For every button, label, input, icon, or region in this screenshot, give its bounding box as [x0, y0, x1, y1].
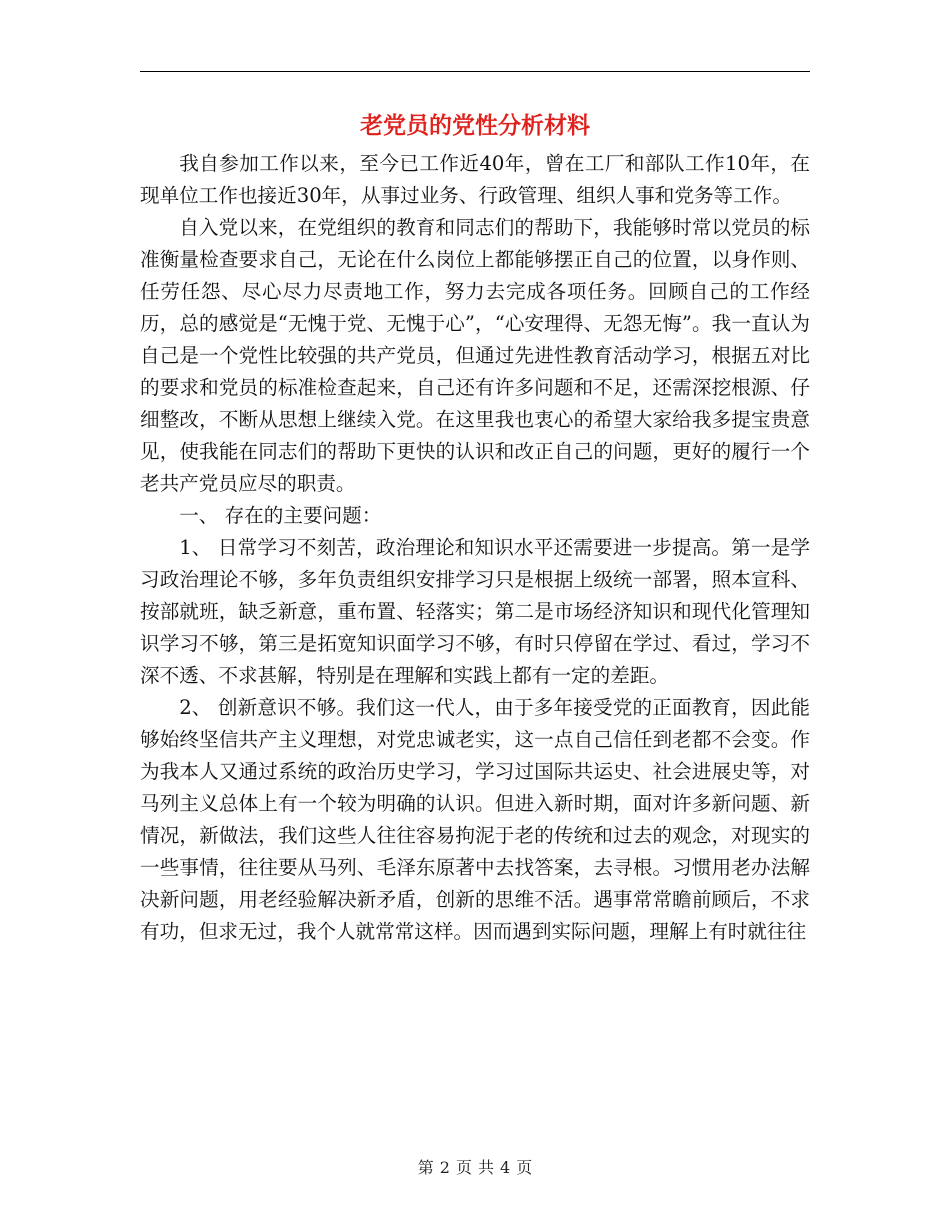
paragraph-intro: 我自参加工作以来，至今已工作近40年，曾在工厂和部队工作10年，在现单位工作也接近30年，从事过业务、行政管理、组织人事和党务等工作。 — [140, 152, 810, 207]
paragraph-problem-2: 2、 创新意识不够。我们这一代人，由于多年接受党的正面教育，因此能够始终坚信共产主义理想，对党忠诚老实，这一点自己信任到老都不会变。作为我本人又通过系统的政治历史学习，学习过国际共运史、社会进展史等，对马列主义总体上有一个较为明确的认识。但进入新时期，面对许多新问题、新情况，新做法，我们这些人往往容易拘泥于老的传统和过去的观念，对现实的一些事情，往往要从马列、毛泽东原著中去找答案，去寻根。习惯用老办法解决新问题，用老经验解决新矛盾，创新的思维不活。遇事常常瞻前顾后，不求有功，但求无过，我个人就常常这样。因而遇到实际问题，理解上有时就往往 — [140, 696, 810, 943]
footer-page-number: 2 — [439, 1158, 450, 1177]
footer-prefix: 第 — [417, 1158, 434, 1177]
footer-total-pages: 4 — [500, 1158, 511, 1177]
header-rule — [140, 71, 810, 72]
document-title: 老党员的党性分析材料 — [360, 112, 590, 139]
paragraph-problem-1: 1、 日常学习不刻苦，政治理论和知识水平还需要进一步提高。第一是学习政治理论不够，多年负责组织安排学习只是根据上级统一部署，照本宣科、按部就班，缺乏新意，重布置、轻落实；第二是市场经济知识和现代化管理知识学习不够，第三是拓宽知识面学习不够，有时只停留在学过、看过，学习不深不透、不求甚解，特别是在理解和实践上都有一定的差距。 — [140, 536, 810, 687]
section-heading-main-problems: 一、 存在的主要问题： — [179, 504, 382, 527]
paragraph-self-review: 自入党以来，在党组织的教育和同志们的帮助下，我能够时常以党员的标准衡量检查要求自己，无论在什么岗位上都能够摆正自己的位置，以身作则、任劳任怨、尽心尽力尽责地工作，努力去完成各项任务。回顾自己的工作经历，总的感觉是“无愧于党、无愧于心”，“心安理得、无怨无悔”。我一直认为自己是一个党性比较强的共产党员，但通过先进性教育活动学习，根据五对比的要求和党员的标准检查起来，自己还有许多问题和不足，还需深挖根源、仔细整改，不断从思想上继续入党。在这里我也衷心的希望大家给我多提宝贵意见，使我能在同志们的帮助下更快的认识和改正自己的问题，更好的履行一个老共产党员应尽的职责。 — [140, 216, 810, 495]
footer-page-unit: 页 — [455, 1158, 472, 1177]
page-footer — [0, 1155, 950, 1178]
footer-total-unit: 页 — [516, 1158, 533, 1177]
document-body — [140, 108, 810, 948]
footer-total-prefix: 共 — [478, 1158, 495, 1177]
